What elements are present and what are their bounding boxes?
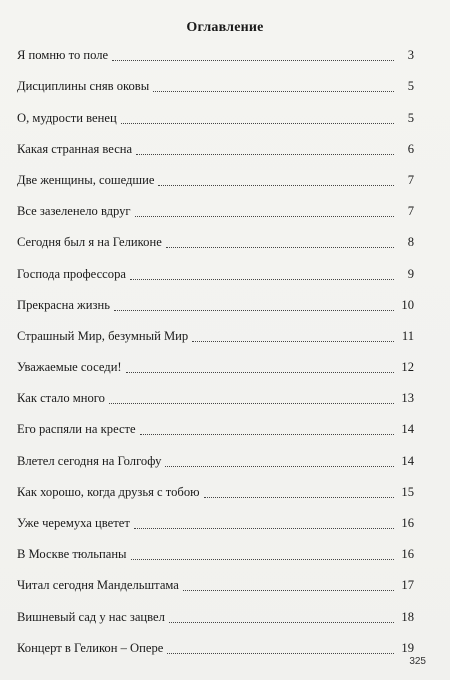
- toc-entry-page: 5: [407, 110, 414, 125]
- toc-entry-title: Уважаемые соседи!: [17, 360, 122, 375]
- toc-entry-title: Какая странная весна: [17, 141, 133, 156]
- toc-entry: [17, 286, 414, 317]
- dot-leader: [114, 310, 394, 311]
- toc-entry-page: 7: [407, 204, 414, 219]
- toc-entry: [17, 317, 414, 348]
- toc-entry: [17, 504, 414, 535]
- dot-leader: [131, 559, 394, 560]
- toc-entry-page: 10: [401, 297, 414, 312]
- toc-entry-page: 7: [407, 172, 414, 187]
- toc-entry-title: Страшный Мир, безумный Мир: [17, 328, 189, 343]
- toc-entry: [17, 629, 414, 660]
- toc-entry-title: О, мудрости венец: [17, 110, 117, 125]
- toc-entry-page: 19: [401, 640, 414, 655]
- dot-leader: [167, 653, 394, 654]
- toc-entry-page: 13: [401, 391, 414, 406]
- toc-entry-page: 15: [401, 484, 414, 499]
- dot-leader: [136, 154, 394, 155]
- dot-leader: [204, 497, 394, 498]
- dot-leader: [158, 185, 394, 186]
- dot-leader: [135, 216, 394, 217]
- toc-entry-title: Прекрасна жизнь: [17, 297, 110, 312]
- dot-leader: [153, 91, 394, 92]
- toc-entry: [17, 98, 414, 129]
- toc-entry: [17, 410, 414, 441]
- toc-entry-page: 6: [407, 141, 414, 156]
- toc-entry: [17, 597, 414, 628]
- toc-entry-title: Все зазеленело вдруг: [17, 204, 131, 219]
- toc-entry: [17, 36, 414, 67]
- dot-leader: [134, 528, 394, 529]
- dot-leader: [183, 590, 394, 591]
- toc-entry: [17, 161, 414, 192]
- page-number: 325: [409, 656, 426, 667]
- toc-entry-title: Я помню то поле: [17, 48, 109, 63]
- toc-entry: [17, 473, 414, 504]
- table-of-contents: [17, 36, 414, 660]
- toc-entry: [17, 130, 414, 161]
- toc-entry-page: 18: [401, 609, 414, 624]
- dot-leader: [140, 434, 394, 435]
- toc-entry: [17, 223, 414, 254]
- toc-entry-title: Концерт в Геликон – Опере: [17, 640, 164, 655]
- toc-entry: [17, 254, 414, 285]
- toc-entry-title: Как хорошо, когда друзья с тобою: [17, 484, 200, 499]
- toc-entry-title: Его распяли на кресте: [17, 422, 136, 437]
- toc-entry-page: 12: [401, 360, 414, 375]
- toc-entry-title: Влетел сегодня на Голгофу: [17, 453, 162, 468]
- toc-entry: [17, 348, 414, 379]
- dot-leader: [165, 466, 394, 467]
- toc-entry-page: 9: [407, 266, 414, 281]
- dot-leader: [112, 60, 394, 61]
- toc-entry-page: 11: [401, 328, 414, 343]
- toc-entry-title: Дисциплины сняв оковы: [17, 79, 150, 94]
- dot-leader: [121, 123, 394, 124]
- dot-leader: [109, 403, 394, 404]
- dot-leader: [166, 247, 394, 248]
- toc-entry-title: Вишневый сад у нас зацвел: [17, 609, 165, 624]
- toc-entry-title: Читал сегодня Мандельштама: [17, 578, 179, 593]
- toc-entry-page: 5: [407, 79, 414, 94]
- dot-leader: [192, 341, 394, 342]
- toc-entry: [17, 566, 414, 597]
- toc-entry: [17, 67, 414, 98]
- toc-entry-title: Сегодня был я на Геликоне: [17, 235, 162, 250]
- toc-entry-title: Как стало много: [17, 391, 105, 406]
- toc-entry: [17, 441, 414, 472]
- toc-entry-page: 14: [401, 453, 414, 468]
- toc-entry: [17, 379, 414, 410]
- toc-entry-page: 3: [407, 48, 414, 63]
- dot-leader: [130, 279, 394, 280]
- toc-entry: [17, 192, 414, 223]
- toc-entry-title: В Москве тюльпаны: [17, 547, 127, 562]
- toc-entry-page: 16: [401, 547, 414, 562]
- toc-entry-title: Две женщины, сошедшие: [17, 172, 155, 187]
- dot-leader: [126, 372, 394, 373]
- toc-entry-page: 16: [401, 516, 414, 530]
- toc-entry-title: Уже черемуха цветет: [17, 516, 130, 530]
- page-title: Оглавление: [186, 20, 264, 35]
- toc-entry-page: 17: [401, 578, 414, 593]
- dot-leader: [169, 622, 394, 623]
- toc-entry: [17, 535, 414, 566]
- toc-entry-page: 14: [401, 422, 414, 437]
- toc-entry-page: 8: [407, 235, 414, 250]
- toc-entry-title: Господа профессора: [17, 266, 126, 281]
